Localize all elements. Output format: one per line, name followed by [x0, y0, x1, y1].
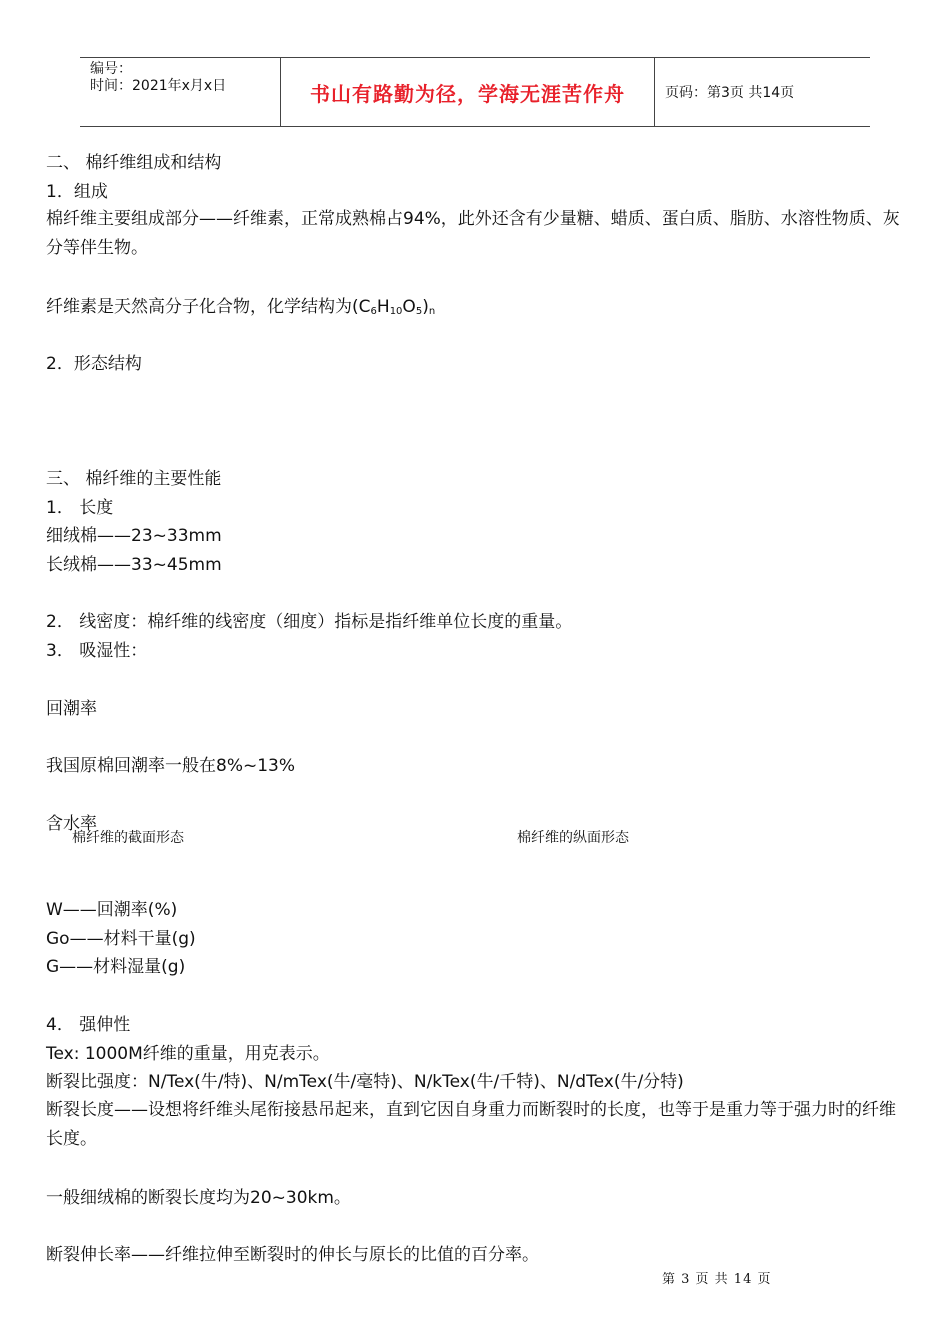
- formula-text: ): [422, 297, 429, 317]
- paragraph: Go——材料干量(g): [46, 929, 196, 949]
- paragraph: W——回潮率(%): [46, 900, 178, 920]
- subsection-title: 2．形态结构: [46, 354, 142, 374]
- paragraph: 断裂比强度：N/Tex(牛/特)、N/mTex(牛/毫特)、N/kTex(牛/千特)、N/dTex(牛/分特): [46, 1072, 684, 1092]
- paragraph: 含水率: [46, 814, 97, 834]
- paragraph: 断裂伸长率——纤维拉伸至断裂时的伸长与原长的比值的百分率。: [46, 1245, 539, 1265]
- paragraph: G——材料湿量(g): [46, 957, 186, 977]
- subsection-title: 2． 线密度：棉纤维的线密度（细度）指标是指纤维单位长度的重量。: [46, 612, 573, 632]
- page-header: [80, 57, 870, 127]
- subscript: 10: [389, 306, 403, 317]
- paragraph: 回潮率: [46, 699, 97, 719]
- page-footer: 第 3 页 共 14 页: [662, 1272, 772, 1287]
- subscript: n: [428, 306, 436, 317]
- subscript: 5: [415, 306, 423, 317]
- subsection-title: 4． 强伸性: [46, 1015, 131, 1035]
- number-label: 编号：: [90, 61, 132, 77]
- paragraph: Tex: 1000M纤维的重量，用克表示。: [46, 1044, 330, 1064]
- header-meta: [90, 61, 226, 95]
- paragraph: 断裂长度——设想将纤维头尾衔接悬吊起来，直到它因自身重力而断裂时的长度，也等于是重力等于强力时的纤维长度。: [46, 1100, 896, 1149]
- figure-caption: 棉纤维的纵面形态: [517, 830, 629, 846]
- section-title: 二、 棉纤维组成和结构: [46, 153, 222, 173]
- paragraph: 一般细绒棉的断裂长度均为20~30km。: [46, 1188, 351, 1208]
- header-page-number: 页码：第3页 共14页: [665, 85, 795, 101]
- paragraph: 长绒棉——33~45mm: [46, 555, 222, 575]
- formula-text: O: [402, 297, 416, 317]
- paragraph: 棉纤维主要组成部分——纤维素，正常成熟棉占94%，此外还含有少量糖、蜡质、蛋白质、脂肪、水溶性物质、灰分等伴生物。: [46, 209, 900, 258]
- header-divider: [654, 58, 655, 126]
- subsection-title: 1． 长度: [46, 498, 114, 518]
- formula-text: 纤维素是天然高分子化合物，化学结构为(C: [46, 297, 371, 317]
- time-label: 时间：2021年x月x日: [90, 78, 227, 94]
- formula-text: H: [376, 297, 390, 317]
- formula-line: [46, 296, 435, 318]
- paragraph: 我国原棉回潮率一般在8%~13%: [46, 756, 295, 776]
- subsection-title: 3． 吸湿性：: [46, 641, 148, 661]
- subscript: 6: [370, 306, 377, 317]
- paragraph: 细绒棉——23~33mm: [46, 526, 222, 546]
- subsection-title: 1．组成: [46, 182, 108, 202]
- header-motto: 书山有路勤为径，学海无涯苦作舟: [310, 81, 625, 106]
- figure-caption: 棉纤维的截面形态: [72, 830, 184, 846]
- section-title: 三、 棉纤维的主要性能: [46, 469, 222, 489]
